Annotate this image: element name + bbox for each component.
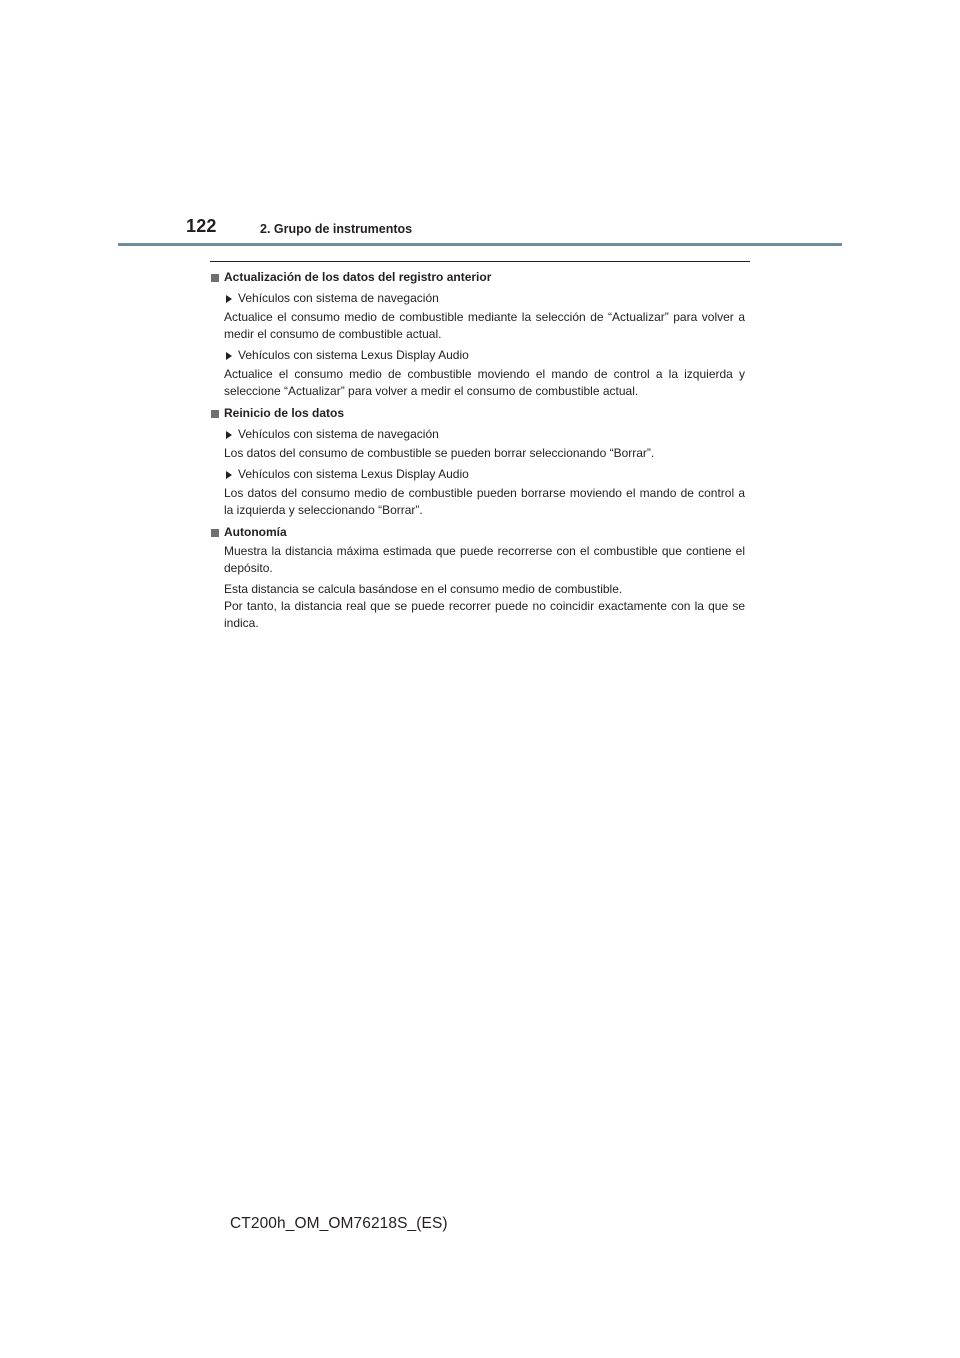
vehicle-condition-text: Vehículos con sistema de navegación [238, 291, 439, 305]
paragraph: Actualice el consumo medio de combustible moviendo el mando de control a la izquierda y seleccione “Actualizar” para volver a medir el consumo de combustible actual. [224, 367, 745, 398]
paragraph: Muestra la distancia máxima estimada que puede recorrerse con el combustible que contiene el depósito. [224, 544, 745, 575]
triangle-bullet-icon [226, 352, 232, 360]
section-heading-text: Actualización de los datos del registro anterior [224, 270, 492, 284]
section-heading-text: Reinicio de los datos [224, 406, 345, 420]
section-heading-reinicio [211, 405, 745, 422]
triangle-bullet-icon [226, 431, 232, 439]
vehicle-condition [226, 347, 745, 364]
page-number: 122 [186, 216, 217, 236]
square-bullet-icon [211, 529, 219, 537]
paragraph: Esta distancia se calcula basándose en el consumo medio de combustible. Por tanto, la distancia real que se puede recorrer puede no coincidir exactamente con la que se indica. [224, 582, 745, 630]
chapter-title: 2. Grupo de instrumentos [260, 222, 413, 236]
section-heading-text: Autonomía [224, 525, 287, 539]
vehicle-condition [226, 426, 745, 443]
vehicle-condition-text: Vehículos con sistema de navegación [238, 427, 439, 441]
triangle-bullet-icon [226, 471, 232, 479]
content-divider [210, 261, 750, 262]
vehicle-condition [226, 466, 745, 483]
document-code: CT200h_OM_OM76218S_(ES) [230, 1215, 448, 1232]
square-bullet-icon [211, 274, 219, 282]
section-heading-autonomia [211, 524, 745, 541]
paragraph: Los datos del consumo medio de combustible pueden borrarse moviendo el mando de control a la izquierda y seleccionando “Borrar”. [224, 486, 745, 517]
triangle-bullet-icon [226, 295, 232, 303]
page-content [211, 269, 745, 632]
square-bullet-icon [211, 410, 219, 418]
section-heading-actualizacion [211, 269, 745, 286]
vehicle-condition-text: Vehículos con sistema Lexus Display Audio [238, 348, 469, 362]
paragraph: Actualice el consumo medio de combustible mediante la selección de “Actualizar” para volver a medir el consumo de combustible actual. [224, 310, 745, 341]
paragraph: Los datos del consumo de combustible se pueden borrar seleccionando “Borrar”. [224, 446, 655, 460]
header-divider [118, 243, 842, 246]
vehicle-condition [226, 290, 745, 307]
vehicle-condition-text: Vehículos con sistema Lexus Display Audio [238, 467, 469, 481]
